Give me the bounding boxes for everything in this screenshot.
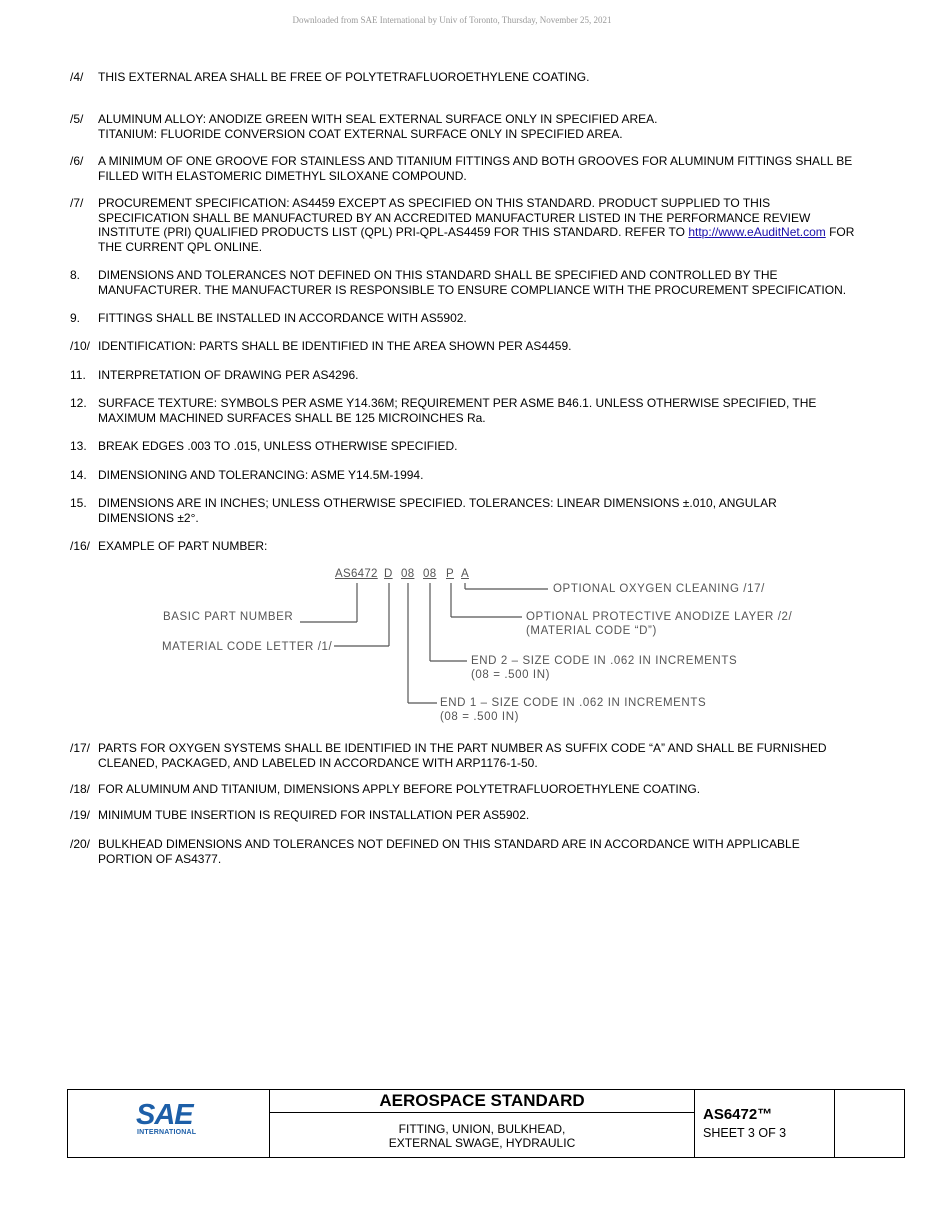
label-anodize: OPTIONAL PROTECTIVE ANODIZE LAYER /2/ xyxy=(526,611,793,623)
download-notice: Downloaded from SAE International by Univ of Toronto, Thursday, November 25, 2021 xyxy=(292,15,612,25)
note-7 xyxy=(70,196,900,254)
eauditnet-link[interactable]: http://www.eAuditNet.com xyxy=(688,225,826,239)
note-text: FITTINGS SHALL BE INSTALLED IN ACCORDANCE WITH AS5902. xyxy=(98,311,467,325)
logo-cell xyxy=(68,1090,270,1157)
note-17 xyxy=(70,741,900,770)
note-20 xyxy=(70,837,900,866)
note-text: ALUMINUM ALLOY: ANODIZE GREEN WITH SEAL EXTERNAL SURFACE ONLY IN SPECIFIED AREA. xyxy=(98,112,658,126)
note-5 xyxy=(70,112,900,141)
note-text: A MINIMUM OF ONE GROOVE FOR STAINLESS AND TITANIUM FITTINGS AND BOTH GROOVES FOR ALUMINUM FITTINGS SHALL BE xyxy=(98,154,853,168)
note-number: 9. xyxy=(70,311,81,325)
note-12 xyxy=(70,396,900,425)
note-text: SPECIFICATION SHALL BE MANUFACTURED BY AN ACCREDITED MANUFACTURER LISTED IN THE PERFORMANCE REVIEW xyxy=(98,210,811,225)
description-line: FITTING, UNION, BULKHEAD, xyxy=(398,1122,566,1136)
note-4 xyxy=(70,70,900,85)
note-number: /10/ xyxy=(70,339,91,353)
pn-anodize: P xyxy=(446,568,454,580)
standard-number: AS6472™ xyxy=(703,1106,773,1123)
label-end2-example: (08 = .500 IN) xyxy=(471,669,551,681)
note-16 xyxy=(70,539,900,554)
note-text: PARTS FOR OXYGEN SYSTEMS SHALL BE IDENTIFIED IN THE PART NUMBER AS SUFFIX CODE “A” AND SHALL BE FURNISHED xyxy=(98,741,827,755)
pn-material: D xyxy=(384,568,393,580)
pn-oxygen: A xyxy=(461,568,469,580)
note-number: /5/ xyxy=(70,112,84,126)
note-text: CLEANED, PACKAGED, AND LABELED IN ACCORDANCE WITH ARP1176-1-50. xyxy=(98,755,538,770)
note-text: DIMENSIONING AND TOLERANCING: ASME Y14.5M-1994. xyxy=(98,468,424,482)
note-text: MAXIMUM MACHINED SURFACES SHALL BE 125 MICROINCHES Ra. xyxy=(98,410,486,425)
note-number: 15. xyxy=(70,496,87,510)
pn-end2: 08 xyxy=(423,568,437,580)
label-anodize-code: (MATERIAL CODE “D”) xyxy=(526,625,657,637)
label-end1: END 1 – SIZE CODE IN .062 IN INCREMENTS xyxy=(440,697,707,709)
note-text: FOR ALUMINUM AND TITANIUM, DIMENSIONS APPLY BEFORE POLYTETRAFLUOROETHYLENE COATING. xyxy=(98,782,701,796)
note-number: /16/ xyxy=(70,539,91,553)
note-9 xyxy=(70,311,900,326)
sae-logo xyxy=(136,1101,196,1136)
note-13 xyxy=(70,439,900,454)
note-18 xyxy=(70,782,900,797)
label-end1-example: (08 = .500 IN) xyxy=(440,711,520,723)
note-text: SURFACE TEXTURE: SYMBOLS PER ASME Y14.36M; REQUIREMENT PER ASME B46.1. UNLESS OTHERWISE SPECIFIED, THE xyxy=(98,396,817,410)
note-15 xyxy=(70,496,900,525)
note-11 xyxy=(70,368,900,383)
note-number: /20/ xyxy=(70,837,91,851)
sheet-number: SHEET 3 OF 3 xyxy=(703,1126,787,1140)
note-text-fragment: INSTITUTE (PRI) QUALIFIED PRODUCTS LIST (QPL) PRI-QPL-AS4459 FOR THIS STANDARD. REFER TO xyxy=(98,225,685,239)
note-number: /4/ xyxy=(70,70,84,84)
note-text: THE CURRENT QPL ONLINE. xyxy=(98,239,263,254)
note-text: MINIMUM TUBE INSERTION IS REQUIRED FOR INSTALLATION PER AS5902. xyxy=(98,808,530,822)
note-number: 12. xyxy=(70,396,87,410)
sae-logo-mark: SAE xyxy=(136,1099,193,1131)
note-10 xyxy=(70,339,900,354)
note-number: 14. xyxy=(70,468,87,482)
title-cell xyxy=(270,1090,695,1157)
note-number: /17/ xyxy=(70,741,91,755)
note-text: IDENTIFICATION: PARTS SHALL BE IDENTIFIED IN THE AREA SHOWN PER AS4459. xyxy=(98,339,572,353)
standard-cell xyxy=(695,1090,835,1157)
note-text: DIMENSIONS ±2°. xyxy=(98,510,199,525)
description-line: EXTERNAL SWAGE, HYDRAULIC xyxy=(388,1136,576,1150)
pn-basic: AS6472 xyxy=(335,568,378,580)
document-description xyxy=(270,1113,694,1150)
note-text-fragment: FOR xyxy=(825,225,855,239)
sae-logo-subtitle: INTERNATIONAL xyxy=(137,1129,197,1136)
note-19 xyxy=(70,808,900,823)
note-text xyxy=(98,225,900,240)
title-block xyxy=(67,1089,905,1158)
note-8 xyxy=(70,268,900,297)
note-text: BREAK EDGES .003 TO .015, UNLESS OTHERWISE SPECIFIED. xyxy=(98,439,458,453)
document-type-heading: AEROSPACE STANDARD xyxy=(270,1090,694,1113)
note-text: FILLED WITH ELASTOMERIC DIMETHYL SILOXANE COMPOUND. xyxy=(98,168,467,183)
note-text: MANUFACTURER. THE MANUFACTURER IS RESPONSIBLE TO ENSURE COMPLIANCE WITH THE PROCUREMENT SPECIFICATION. xyxy=(98,282,847,297)
label-material-code: MATERIAL CODE LETTER /1/ xyxy=(162,641,333,653)
note-number: 8. xyxy=(70,268,81,282)
label-basic-part-number: BASIC PART NUMBER xyxy=(163,611,294,623)
note-number: /19/ xyxy=(70,808,91,822)
note-number: /18/ xyxy=(70,782,91,796)
note-text: TITANIUM: FLUORIDE CONVERSION COAT EXTERNAL SURFACE ONLY IN SPECIFIED AREA. xyxy=(98,126,623,141)
note-number: /6/ xyxy=(70,154,84,168)
note-text: EXAMPLE OF PART NUMBER: xyxy=(98,539,268,553)
note-number: /7/ xyxy=(70,196,84,210)
note-text: THIS EXTERNAL AREA SHALL BE FREE OF POLYTETRAFLUOROETHYLENE COATING. xyxy=(98,70,590,84)
note-number: 11. xyxy=(70,368,86,382)
note-text: DIMENSIONS AND TOLERANCES NOT DEFINED ON THIS STANDARD SHALL BE SPECIFIED AND CONTROLLED BY THE xyxy=(98,268,778,282)
note-text: DIMENSIONS ARE IN INCHES; UNLESS OTHERWISE SPECIFIED. TOLERANCES: LINEAR DIMENSIONS ±.010, ANGULAR xyxy=(98,496,777,510)
note-number: 13. xyxy=(70,439,87,453)
note-text: BULKHEAD DIMENSIONS AND TOLERANCES NOT DEFINED ON THIS STANDARD ARE IN ACCORDANCE WITH APPLICABLE xyxy=(98,837,800,851)
label-oxygen-cleaning: OPTIONAL OXYGEN CLEANING /17/ xyxy=(553,583,765,595)
note-6 xyxy=(70,154,900,183)
label-end2: END 2 – SIZE CODE IN .062 IN INCREMENTS xyxy=(471,655,738,667)
pn-end1: 08 xyxy=(401,568,415,580)
note-text: PROCUREMENT SPECIFICATION: AS4459 EXCEPT AS SPECIFIED ON THIS STANDARD. PRODUCT SUPPLIED TO THIS xyxy=(98,196,771,210)
note-text: INTERPRETATION OF DRAWING PER AS4296. xyxy=(98,368,359,382)
note-14 xyxy=(70,468,900,483)
note-text: PORTION OF AS4377. xyxy=(98,851,222,866)
